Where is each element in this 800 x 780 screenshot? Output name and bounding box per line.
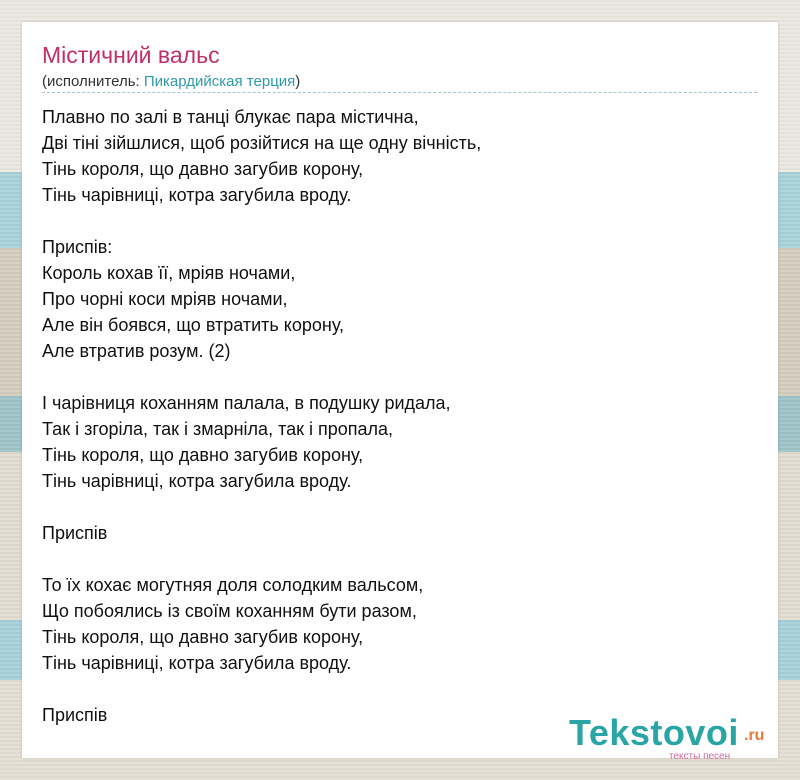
artist-prefix: (исполнитель:: [42, 73, 144, 90]
lyric-line: Так і згоріла, так і змарніла, так і пропала,: [42, 419, 394, 439]
lyric-line: Приспів: [42, 705, 108, 725]
artist-line: [42, 73, 300, 90]
lyric-line: [42, 364, 757, 390]
lyric-line: Але втратив розум. (2): [42, 341, 231, 361]
lyric-line: Плавно по залі в танці блукає пара містична,: [42, 107, 419, 127]
lyrics-body: [42, 104, 757, 728]
lyric-line: Тінь чарівниці, котра загубила вроду.: [42, 185, 352, 205]
lyric-line: Тінь короля, що давно загубив корону,: [42, 627, 364, 647]
lyric-line: Приспів:: [42, 237, 113, 257]
artist-suffix: ): [295, 73, 301, 90]
lyric-line: То їх кохає могутняя доля солодким вальсом,: [42, 575, 424, 595]
song-title: Містичний вальс: [42, 42, 220, 68]
lyric-line: Про чорні коси мріяв ночами,: [42, 289, 288, 309]
lyric-line: [42, 546, 757, 572]
lyric-line: Що побоялись із своїм коханням бути разом,: [42, 601, 417, 621]
artist-link[interactable]: Пикардийская терция: [143, 73, 296, 90]
title-divider: [42, 92, 757, 93]
lyric-line: Тінь короля, що давно загубив корону,: [42, 445, 364, 465]
lyric-line: [42, 208, 757, 234]
lyric-line: Тінь чарівниці, котра загубила вроду.: [42, 653, 352, 673]
logo-name: Tekstovoi: [569, 712, 739, 753]
lyric-line: [42, 494, 757, 520]
lyrics-card: [22, 22, 778, 762]
lyric-line: Король кохав її, мріяв ночами,: [42, 263, 296, 283]
lyric-line: Тінь короля, що давно загубив корону,: [42, 159, 364, 179]
lyric-line: Дві тіні зійшлися, щоб розійтися на ще одну вічність,: [42, 133, 482, 153]
lyric-line: Тінь чарівниці, котра загубила вроду.: [42, 471, 352, 491]
site-logo[interactable]: [569, 712, 779, 762]
lyric-line: І чарівниця коханням палала, в подушку ридала,: [42, 393, 451, 413]
lyric-line: Приспів: [42, 523, 108, 543]
logo-tld: .ru: [744, 727, 765, 744]
logo-tagline: тексты песен: [669, 751, 731, 762]
lyric-line: [42, 676, 757, 702]
lyric-line: Але він боявся, що втратить корону,: [42, 315, 345, 335]
